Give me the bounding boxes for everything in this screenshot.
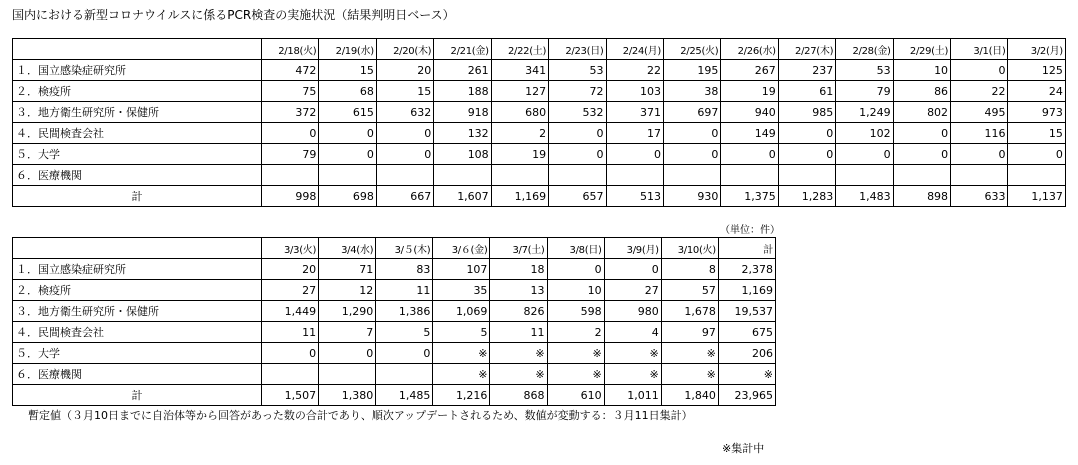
- data-cell: 615: [319, 102, 376, 123]
- data-cell: 472: [262, 60, 319, 81]
- total-cell: 657: [549, 186, 606, 207]
- data-cell: 0: [663, 144, 720, 165]
- data-cell: 127: [491, 81, 548, 102]
- data-cell: 1,678: [661, 301, 718, 322]
- data-cell: 237: [778, 60, 835, 81]
- data-cell: 97: [661, 322, 718, 343]
- data-cell: 940: [721, 102, 778, 123]
- data-cell: 0: [549, 144, 606, 165]
- data-cell: ※: [547, 343, 604, 364]
- column-header: 2/21(金): [434, 39, 491, 60]
- data-cell: 12: [319, 280, 376, 301]
- data-cell: 1,290: [319, 301, 376, 322]
- data-cell: 188: [434, 81, 491, 102]
- data-cell: ※: [490, 343, 547, 364]
- column-header: 3/５(木): [376, 238, 433, 259]
- data-cell: [376, 364, 433, 385]
- total-cell: 898: [893, 186, 950, 207]
- total-cell: 868: [490, 385, 547, 406]
- data-cell: 22: [606, 60, 663, 81]
- data-cell: 341: [491, 60, 548, 81]
- row-label: ４．民間検査会社: [13, 322, 262, 343]
- data-cell: 86: [893, 81, 950, 102]
- data-cell: 53: [836, 60, 893, 81]
- data-cell: ※: [661, 364, 718, 385]
- data-cell: 11: [262, 322, 319, 343]
- data-cell: 802: [893, 102, 950, 123]
- column-header: 計: [718, 238, 775, 259]
- table-row: [13, 102, 1066, 123]
- data-cell: 826: [490, 301, 547, 322]
- data-cell: 0: [778, 123, 835, 144]
- data-cell: [836, 165, 893, 186]
- data-cell: 0: [778, 144, 835, 165]
- data-cell: 53: [549, 60, 606, 81]
- data-cell: 8: [661, 259, 718, 280]
- data-cell: 372: [262, 102, 319, 123]
- data-cell: [262, 165, 319, 186]
- data-cell: 598: [547, 301, 604, 322]
- data-cell: 15: [319, 60, 376, 81]
- row-label: ２．検疫所: [13, 81, 262, 102]
- row-label: ５．大学: [13, 144, 262, 165]
- data-cell: 103: [606, 81, 663, 102]
- data-cell: 13: [490, 280, 547, 301]
- column-header: 3/9(月): [604, 238, 661, 259]
- row-label: ４．民間検査会社: [13, 123, 262, 144]
- column-header: 2/28(金): [836, 39, 893, 60]
- total-cell: 998: [262, 186, 319, 207]
- total-cell: 1,011: [604, 385, 661, 406]
- header-corner-cell: [13, 238, 262, 259]
- header-row: [13, 238, 776, 259]
- data-cell: 1,249: [836, 102, 893, 123]
- data-cell: 22: [951, 81, 1008, 102]
- column-header: 2/22(土): [491, 39, 548, 60]
- data-cell: 206: [718, 343, 775, 364]
- total-cell: 1,375: [721, 186, 778, 207]
- data-cell: 27: [262, 280, 319, 301]
- row-label: ３．地方衛生研究所・保健所: [13, 102, 262, 123]
- data-cell: 11: [490, 322, 547, 343]
- column-header: 3/10(火): [661, 238, 718, 259]
- data-cell: 0: [893, 123, 950, 144]
- header-row: [13, 39, 1066, 60]
- data-cell: 35: [433, 280, 490, 301]
- data-cell: [606, 165, 663, 186]
- data-cell: 19: [721, 81, 778, 102]
- data-cell: [319, 364, 376, 385]
- row-label: ２．検疫所: [13, 280, 262, 301]
- data-cell: 79: [262, 144, 319, 165]
- total-cell: 1,485: [376, 385, 433, 406]
- data-cell: 0: [549, 123, 606, 144]
- total-row: [13, 186, 1066, 207]
- data-cell: 918: [434, 102, 491, 123]
- table-row: [13, 144, 1066, 165]
- data-cell: 195: [663, 60, 720, 81]
- provisional-note: 暫定値（３月10日までに自治体等から回答があった数の合計であり、順次アップデートされるため、数値が変動する：３月11日集計）: [28, 409, 693, 422]
- data-cell: 632: [376, 102, 433, 123]
- data-cell: 495: [951, 102, 1008, 123]
- data-cell: 61: [778, 81, 835, 102]
- data-cell: 0: [376, 144, 433, 165]
- data-cell: 1,069: [433, 301, 490, 322]
- data-cell: 102: [836, 123, 893, 144]
- column-header: 3/3(火): [262, 238, 319, 259]
- data-cell: ※: [661, 343, 718, 364]
- data-cell: ※: [604, 364, 661, 385]
- data-cell: 15: [1008, 123, 1065, 144]
- data-cell: ※: [547, 364, 604, 385]
- column-header: 3/7(土): [490, 238, 547, 259]
- data-cell: 0: [663, 123, 720, 144]
- total-row: [13, 385, 776, 406]
- data-cell: 17: [606, 123, 663, 144]
- data-cell: 57: [661, 280, 718, 301]
- table-row: [13, 259, 776, 280]
- data-cell: [376, 165, 433, 186]
- data-cell: 985: [778, 102, 835, 123]
- data-cell: [491, 165, 548, 186]
- data-cell: 0: [262, 343, 319, 364]
- data-cell: 2: [547, 322, 604, 343]
- data-cell: 72: [549, 81, 606, 102]
- total-cell: 1,483: [836, 186, 893, 207]
- pcr-table-period-1: [12, 38, 1066, 207]
- data-cell: [778, 165, 835, 186]
- data-cell: 18: [490, 259, 547, 280]
- column-header: 3/1(日): [951, 39, 1008, 60]
- data-cell: 27: [604, 280, 661, 301]
- data-cell: 11: [376, 280, 433, 301]
- total-cell: 610: [547, 385, 604, 406]
- data-cell: 19: [491, 144, 548, 165]
- data-cell: 116: [951, 123, 1008, 144]
- unit-label: （単位：件）: [720, 225, 780, 236]
- total-cell: 1,137: [1008, 186, 1065, 207]
- total-cell: 1,380: [319, 385, 376, 406]
- data-cell: 1,449: [262, 301, 319, 322]
- data-cell: 75: [262, 81, 319, 102]
- total-cell: 513: [606, 186, 663, 207]
- column-header: 2/24(月): [606, 39, 663, 60]
- table-row: [13, 301, 776, 322]
- total-label: 計: [13, 186, 262, 207]
- row-label: ６．医療機関: [13, 364, 262, 385]
- total-cell: 1,216: [433, 385, 490, 406]
- data-cell: 973: [1008, 102, 1065, 123]
- table-row: [13, 60, 1066, 81]
- table-row: [13, 81, 1066, 102]
- page-title: 国内における新型コロナウイルスに係るPCR検査の実施状況（結果判明日ベース）: [12, 8, 455, 22]
- data-cell: [951, 165, 1008, 186]
- column-header: 2/23(日): [549, 39, 606, 60]
- in-progress-note: ※集計中: [722, 442, 765, 455]
- total-cell: 23,965: [718, 385, 775, 406]
- column-header: 2/19(水): [319, 39, 376, 60]
- column-header: 3/4(水): [319, 238, 376, 259]
- data-cell: 371: [606, 102, 663, 123]
- data-cell: 132: [434, 123, 491, 144]
- data-cell: 0: [951, 60, 1008, 81]
- table-row: [13, 165, 1066, 186]
- data-cell: 0: [836, 144, 893, 165]
- total-cell: 667: [376, 186, 433, 207]
- column-header: 2/26(水): [721, 39, 778, 60]
- total-cell: 1,840: [661, 385, 718, 406]
- data-cell: 0: [604, 259, 661, 280]
- data-cell: 0: [547, 259, 604, 280]
- data-cell: 675: [718, 322, 775, 343]
- row-label: ５．大学: [13, 343, 262, 364]
- data-cell: 19,537: [718, 301, 775, 322]
- table-row: [13, 280, 776, 301]
- column-header: 2/27(木): [778, 39, 835, 60]
- column-header: 3/8(日): [547, 238, 604, 259]
- data-cell: 0: [319, 144, 376, 165]
- total-cell: 698: [319, 186, 376, 207]
- data-cell: 0: [376, 343, 433, 364]
- table-row: [13, 343, 776, 364]
- total-cell: 633: [951, 186, 1008, 207]
- data-cell: [663, 165, 720, 186]
- data-cell: [893, 165, 950, 186]
- total-cell: 1,507: [262, 385, 319, 406]
- total-cell: 1,283: [778, 186, 835, 207]
- header-corner-cell: [13, 39, 262, 60]
- data-cell: 0: [1008, 144, 1065, 165]
- data-cell: 267: [721, 60, 778, 81]
- column-header: 3/2(月): [1008, 39, 1065, 60]
- data-cell: ※: [490, 364, 547, 385]
- data-cell: ※: [433, 364, 490, 385]
- data-cell: 149: [721, 123, 778, 144]
- data-cell: 0: [951, 144, 1008, 165]
- data-cell: 0: [721, 144, 778, 165]
- data-cell: 24: [1008, 81, 1065, 102]
- data-cell: 68: [319, 81, 376, 102]
- data-cell: 2: [491, 123, 548, 144]
- total-cell: 1,169: [491, 186, 548, 207]
- data-cell: ※: [718, 364, 775, 385]
- data-cell: 0: [606, 144, 663, 165]
- data-cell: 10: [547, 280, 604, 301]
- data-cell: 10: [893, 60, 950, 81]
- data-cell: 125: [1008, 60, 1065, 81]
- data-cell: 261: [434, 60, 491, 81]
- total-label: 計: [13, 385, 262, 406]
- data-cell: 680: [491, 102, 548, 123]
- data-cell: 532: [549, 102, 606, 123]
- data-cell: 2,378: [718, 259, 775, 280]
- row-label: １．国立感染症研究所: [13, 60, 262, 81]
- total-cell: 1,607: [434, 186, 491, 207]
- data-cell: 107: [433, 259, 490, 280]
- data-cell: 20: [262, 259, 319, 280]
- data-cell: 7: [319, 322, 376, 343]
- data-cell: 980: [604, 301, 661, 322]
- data-cell: 0: [893, 144, 950, 165]
- data-cell: [434, 165, 491, 186]
- table-row: [13, 364, 776, 385]
- data-cell: 20: [376, 60, 433, 81]
- data-cell: 108: [434, 144, 491, 165]
- data-cell: [319, 165, 376, 186]
- column-header: 2/29(土): [893, 39, 950, 60]
- data-cell: ※: [433, 343, 490, 364]
- data-cell: [549, 165, 606, 186]
- data-cell: [1008, 165, 1065, 186]
- data-cell: 38: [663, 81, 720, 102]
- table-row: [13, 123, 1066, 144]
- data-cell: ※: [604, 343, 661, 364]
- column-header: 2/20(木): [376, 39, 433, 60]
- data-cell: 15: [376, 81, 433, 102]
- row-label: ６．医療機関: [13, 165, 262, 186]
- data-cell: 1,169: [718, 280, 775, 301]
- data-cell: 0: [262, 123, 319, 144]
- total-cell: 930: [663, 186, 720, 207]
- data-cell: [262, 364, 319, 385]
- column-header: 2/18(火): [262, 39, 319, 60]
- data-cell: 5: [376, 322, 433, 343]
- data-cell: 5: [433, 322, 490, 343]
- data-cell: 1,386: [376, 301, 433, 322]
- column-header: 3/６(金): [433, 238, 490, 259]
- table-row: [13, 322, 776, 343]
- data-cell: 79: [836, 81, 893, 102]
- data-cell: 4: [604, 322, 661, 343]
- data-cell: 83: [376, 259, 433, 280]
- row-label: ３．地方衛生研究所・保健所: [13, 301, 262, 322]
- data-cell: 71: [319, 259, 376, 280]
- data-cell: 0: [319, 343, 376, 364]
- column-header: 2/25(火): [663, 39, 720, 60]
- pcr-table-period-2: [12, 237, 776, 406]
- data-cell: 0: [319, 123, 376, 144]
- row-label: １．国立感染症研究所: [13, 259, 262, 280]
- data-cell: 0: [376, 123, 433, 144]
- data-cell: [721, 165, 778, 186]
- data-cell: 697: [663, 102, 720, 123]
